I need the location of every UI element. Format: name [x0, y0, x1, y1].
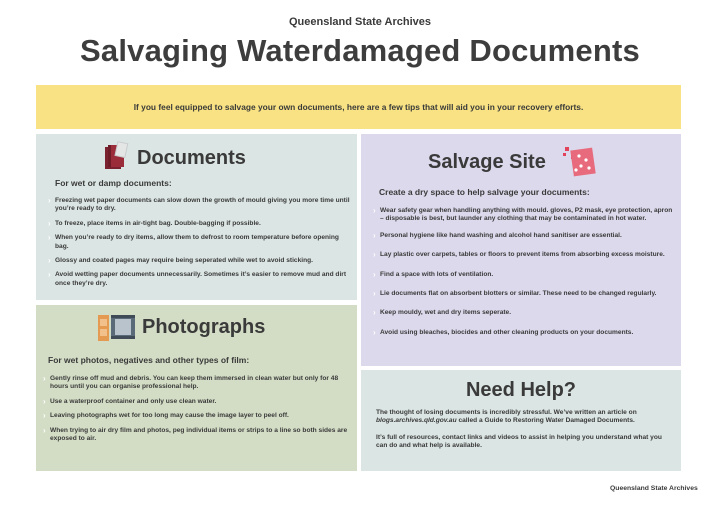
need-help-paragraph: The thought of losing documents is incredibly stressful. We’ve written an article on blogs.archives.qld.gov.au called a Guide to Restoring Water Damaged Documents. [376, 409, 637, 425]
salvage-site-subtitle: Create a dry space to help salvage your documents: [379, 187, 590, 197]
photographs-panel [36, 305, 357, 471]
books-icon [103, 141, 131, 171]
salvage-site-tip: › Lie documents flat on absorbent blotters or similar. These need to be changed regularly. [373, 290, 675, 298]
salvage-site-tip: › Wear safety gear when handling anything with mould. gloves, P2 mask, eye protection, apron – disposable is best, but launder any clothing that may be contaminated in hot water. [373, 207, 675, 224]
photographs-tips [43, 375, 350, 443]
salvage-site-tip: › Find a space with lots of ventilation. [373, 271, 675, 279]
footer-organization: Queensland State Archives [610, 485, 698, 492]
photographs-tip: › Gently rinse off mud and debris. You can keep them immersed in clean water but only for 48 hours until you can organise professional help. [43, 375, 350, 392]
salvage-site-tip: › Avoid using bleaches, biocides and other cleaning products on your documents. [373, 329, 675, 337]
documents-tip: › Avoid wetting paper documents unnecessarily. Sometimes it’s easier to remove mud and dirt once they’re dry. [48, 271, 350, 288]
photographs-tip: › Use a waterproof container and only use clean water. [43, 398, 350, 406]
documents-panel [36, 134, 357, 300]
photographs-tip: › Leaving photographs wet for too long may cause the image layer to peel off. [43, 412, 350, 420]
documents-subtitle: For wet or damp documents: [55, 178, 172, 188]
intro-text: If you feel equipped to salvage your own documents, here are a few tips that will aid you in your recovery efforts. [133, 102, 584, 112]
photographs-tip: › When trying to air dry film and photos, peg individual items or strips to a line so both sides are exposed to air. [43, 427, 350, 444]
documents-title: Documents [137, 147, 246, 169]
documents-tip: › Glossy and coated pages may require being seperated while wet to avoid sticking. [48, 257, 350, 265]
blog-link[interactable]: blogs.archives.qld.gov.au [376, 417, 457, 425]
salvage-site-tips [373, 207, 675, 337]
photographs-subtitle: For wet photos, negatives and other types of film: [48, 355, 250, 365]
need-help-panel [361, 370, 681, 471]
intro-banner [36, 85, 681, 129]
documents-tip: › When you’re ready to dry items, allow them to defrost to room temperature before opening bag. [48, 234, 350, 251]
need-help-title: Need Help? [465, 379, 577, 401]
salvage-site-tip: › Personal hygiene like hand washing and alcohol hand sanitiser are essential. [373, 232, 675, 240]
need-help-resources-text: It’s full of resources, contact links and videos to assist in helping you understand what you can do and what help is available. [376, 434, 662, 450]
salvage-site-tip: › Lay plastic over carpets, tables or floors to prevent items from absorbing excess moisture. [373, 251, 675, 259]
photographs-title: Photographs [142, 316, 266, 338]
page-title: Salvaging Waterdamaged Documents [80, 33, 640, 68]
salvage-site-panel [361, 134, 681, 366]
salvage-site-tip: › Keep mouldy, wet and dry items seperate. [373, 309, 675, 317]
film-photo-icon [97, 311, 137, 343]
documents-tip: › To freeze, place items in air-tight bag. Double-bagging if possible. [48, 220, 350, 228]
documents-tip: › Freezing wet paper documents can slow down the growth of mould giving you more time until you’re ready to dry. [48, 197, 350, 214]
salvage-site-title: Salvage Site [428, 151, 546, 173]
soap-icon [563, 144, 599, 178]
header-organization: Queensland State Archives [288, 16, 432, 28]
documents-tips [48, 197, 350, 288]
